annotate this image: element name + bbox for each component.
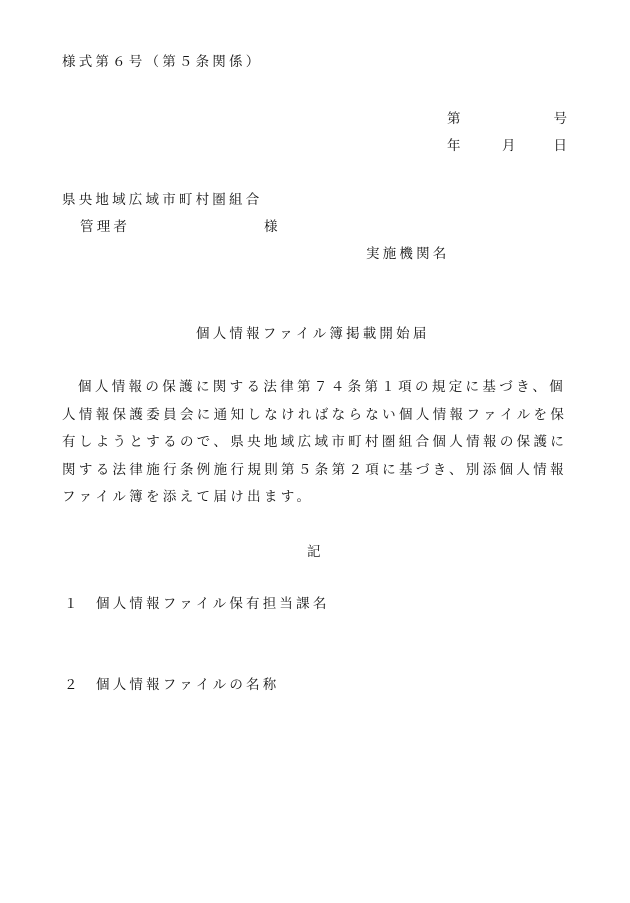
document-body: 個人情報の保護に関する法律第７４条第１項の規定に基づき、個人情報保護委員会に通知しなければならない個人情報ファイルを保有しようとするので、県央地域広域市町村圏組合個人情報の保護に関する法律施行条例施行規則第５条第２項に基づき、別添個人情報ファイル簿を添えて届け出ます。 xyxy=(62,379,568,505)
item-number: １ xyxy=(64,596,81,612)
item-label: 個人情報ファイル保有担当課名 xyxy=(96,596,330,612)
number-suffix: 号 xyxy=(553,111,567,127)
addressee-organization: 県央地域広域市町村圏組合 xyxy=(62,192,263,208)
form-label: 様式第６号（第５条関係） xyxy=(62,54,263,70)
date-year-label: 年 xyxy=(447,138,464,154)
number-prefix: 第 xyxy=(447,111,464,127)
addressee-honorific: 様 xyxy=(264,219,281,235)
addressee-title: 管理者 xyxy=(80,219,131,235)
document-number-line xyxy=(447,107,567,127)
ki-heading: 記 xyxy=(307,544,324,560)
date-month-label: 月 xyxy=(502,138,519,154)
date-line xyxy=(447,134,567,154)
item-label: 個人情報ファイルの名称 xyxy=(96,677,280,693)
list-item xyxy=(64,592,330,612)
document-title: 個人情報ファイル簿掲載開始届 xyxy=(196,326,430,342)
date-day-label: 日 xyxy=(553,138,567,154)
sender-label: 実施機関名 xyxy=(366,246,450,262)
list-item xyxy=(64,673,279,693)
item-number: ２ xyxy=(64,677,81,693)
